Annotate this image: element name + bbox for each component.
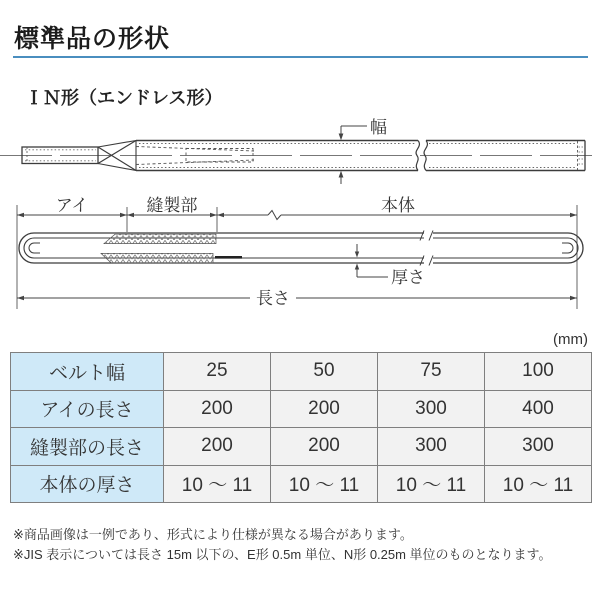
table-row-sewn-length [11, 428, 592, 466]
cell-sewn-length-2: 200 [271, 428, 378, 466]
length-dimension [17, 289, 577, 308]
dimension-label-sewn: 縫製部 [146, 196, 198, 215]
stitch-band-bottom [101, 253, 213, 262]
dimension-label-thickness: 厚さ [391, 268, 425, 287]
cell-body-thickness-3: 10 〜 11 [378, 465, 485, 503]
product-type-heading: ＩＮ形（エンドレス形） [25, 88, 223, 108]
cell-sewn-length-3: 300 [378, 428, 485, 466]
page-title: 標準品の形状 [14, 25, 171, 53]
footnotes [13, 525, 552, 564]
width-dimension [339, 118, 387, 184]
row-header-sewn-length: 縫製部の長さ [11, 428, 164, 466]
table-row-eye-length [11, 390, 592, 428]
cell-eye-length-2: 200 [271, 390, 378, 428]
footnote-2: ※JIS 表示については長さ 15m 以下の、E形 0.5m 単位、N形 0.25m 単位のものとなります。 [13, 546, 552, 562]
cell-belt-width-100: 100 [485, 353, 592, 391]
cell-body-thickness-1: 10 〜 11 [164, 465, 271, 503]
footnote-1: ※商品画像は一例であり、形式により仕様が異なる場合があります。 [13, 527, 413, 542]
cell-eye-length-3: 300 [378, 390, 485, 428]
row-header-eye-length: アイの長さ [11, 390, 164, 428]
table-row-body-thickness [11, 465, 592, 503]
dimension-label-length: 長さ [256, 289, 290, 308]
cell-sewn-length-1: 200 [164, 428, 271, 466]
dimension-label-width: 幅 [370, 118, 387, 137]
table-row-belt-width [11, 353, 592, 391]
spec-table [10, 352, 592, 503]
cell-eye-length-1: 200 [164, 390, 271, 428]
dimension-label-body: 本体 [381, 196, 415, 215]
top-view [0, 118, 600, 184]
row-header-body-thickness: 本体の厚さ [11, 465, 164, 503]
side-view [17, 196, 583, 309]
stitch-band-top [104, 234, 216, 243]
cell-belt-width-25: 25 [164, 353, 271, 391]
cell-sewn-length-4: 300 [485, 428, 592, 466]
cell-belt-width-75: 75 [378, 353, 485, 391]
dimension-label-eye: アイ [55, 196, 89, 215]
cell-body-thickness-4: 10 〜 11 [485, 465, 592, 503]
cell-belt-width-50: 50 [271, 353, 378, 391]
row-header-belt-width: ベルト幅 [11, 353, 164, 391]
thickness-dimension [355, 244, 425, 287]
table-unit-label: (mm) [553, 331, 588, 348]
cell-body-thickness-2: 10 〜 11 [271, 465, 378, 503]
cell-eye-length-4: 400 [485, 390, 592, 428]
